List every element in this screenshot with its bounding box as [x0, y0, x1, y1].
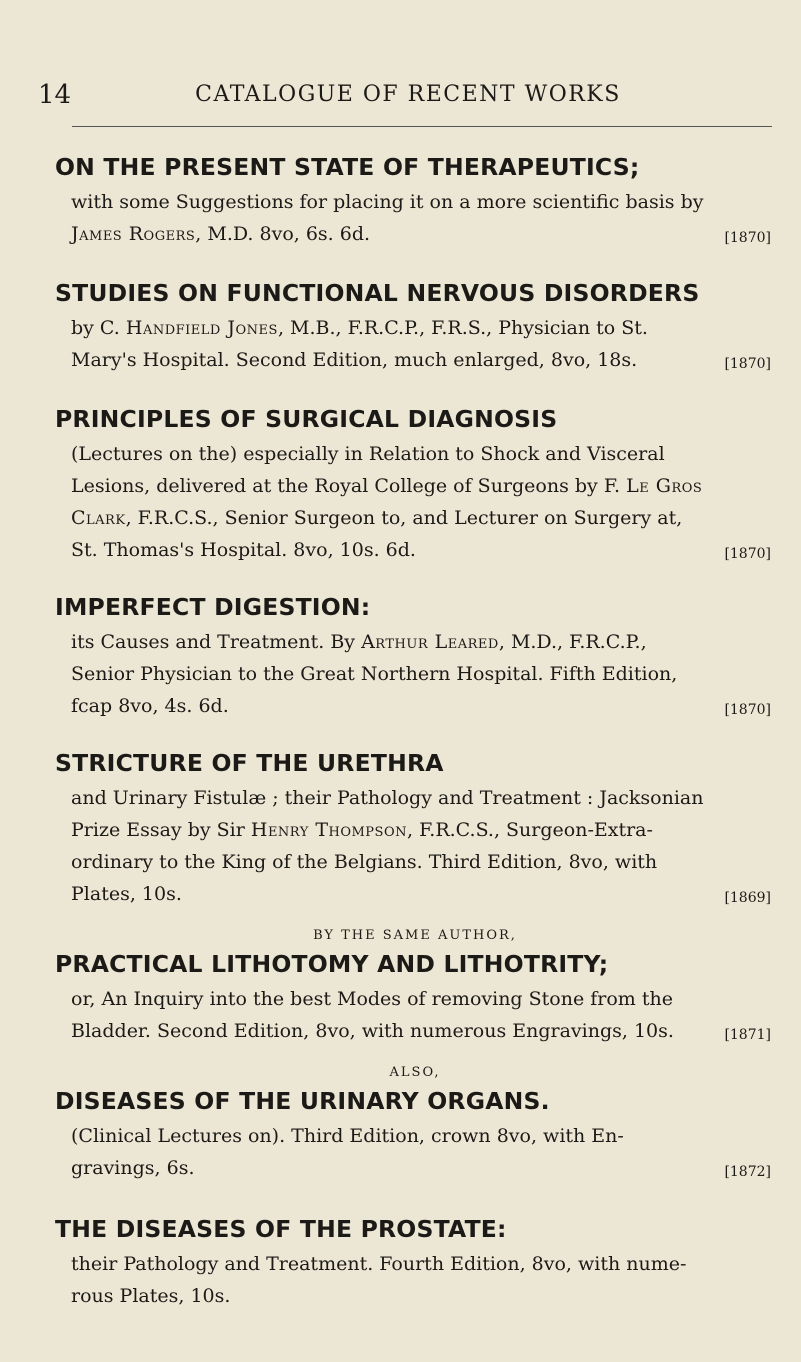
entry-title: THE DISEASES OF THE PROSTATE: — [55, 1215, 507, 1243]
entry-description — [55, 782, 775, 910]
catalogue-entry — [55, 588, 775, 722]
entry-text: Mary's Hospital. Second Edition, much enlarged, 8vo, 18s. — [71, 349, 638, 371]
entry-line — [71, 218, 775, 250]
entry-text: fcap 8vo, 4s. 6d. — [71, 695, 229, 717]
entry-text: Lesions, delivered at the Royal College of Surgeons by F. — [71, 475, 627, 497]
entry-line — [71, 312, 775, 344]
entry-title: PRINCIPLES OF SURGICAL DIAGNOSIS — [55, 405, 558, 433]
entry-text: gravings, 6s. — [71, 1157, 195, 1179]
author-name: Le Gros — [626, 475, 703, 497]
entry-title: DISEASES OF THE URINARY ORGANS. — [55, 1087, 550, 1115]
entry-text: or, An Inquiry into the best Modes of removing Stone from the — [71, 988, 673, 1010]
publication-year: [1871] — [724, 1027, 771, 1043]
publication-year: [1872] — [724, 1164, 771, 1180]
entry-title: STUDIES ON FUNCTIONAL NERVOUS DISORDERS — [55, 279, 700, 307]
entry-text: rous Plates, 10s. — [71, 1285, 231, 1307]
entry-text: Senior Physician to the Great Northern Hospital. Fifth Edition, — [71, 663, 678, 685]
entry-line — [71, 626, 775, 658]
entry-title: ON THE PRESENT STATE OF THERAPEUTICS; — [55, 153, 640, 181]
catalogue-entries — [55, 148, 775, 1312]
entry-title: STRICTURE OF THE URETHRA — [55, 749, 444, 777]
entry-line — [71, 186, 775, 218]
entry-text: , M.D., F.R.C.P., — [498, 631, 647, 653]
publication-year: [1870] — [724, 356, 771, 372]
entry-description — [55, 983, 775, 1047]
entry-description — [55, 1120, 775, 1184]
page-number: 14 — [38, 80, 72, 110]
catalogue-entry — [55, 1065, 775, 1184]
entry-description — [55, 438, 775, 566]
running-title: CATALOGUE OF RECENT WORKS — [195, 82, 621, 107]
entry-text: their Pathology and Treatment. Fourth Edition, 8vo, with nume- — [71, 1253, 687, 1275]
entry-text: with some Suggestions for placing it on a more scientific basis by — [71, 191, 704, 213]
author-name: Clark — [71, 507, 126, 529]
entry-line — [71, 1280, 775, 1312]
entry-text: , F.R.C.S., Surgeon-Extra- — [406, 819, 653, 841]
author-name: Arthur Leared — [361, 631, 499, 653]
entry-title: IMPERFECT DIGESTION: — [55, 593, 371, 621]
entry-description — [55, 1248, 775, 1312]
entry-line — [71, 878, 775, 910]
entry-title: PRACTICAL LITHOTOMY AND LITHOTRITY; — [55, 950, 609, 978]
entry-line — [71, 470, 775, 502]
author-name: Handfield Jones — [125, 317, 278, 339]
entry-text: , M.D. 8vo, 6s. 6d. — [195, 223, 371, 245]
entry-description — [55, 626, 775, 722]
publication-year: [1870] — [724, 546, 771, 562]
entry-text: and Urinary Fistulæ ; their Pathology and Treatment : Jacksonian — [71, 787, 704, 809]
entry-text: (Lectures on the) especially in Relation to Shock and Visceral — [71, 443, 665, 465]
catalogue-entry — [55, 928, 775, 1047]
author-name: Henry Thompson — [250, 819, 407, 841]
author-name: James Rogers — [71, 223, 196, 245]
entry-text: Bladder. Second Edition, 8vo, with numerous Engravings, 10s. — [71, 1020, 674, 1042]
catalogue-entry — [55, 1210, 775, 1312]
catalogue-entry — [55, 400, 775, 566]
entry-description — [55, 312, 775, 376]
publication-year: [1870] — [724, 230, 771, 246]
entry-line — [71, 814, 775, 846]
catalogue-entry — [55, 148, 775, 250]
entry-line — [71, 1015, 775, 1047]
entry-separator: ALSO, — [389, 1065, 441, 1080]
entry-line — [71, 1152, 775, 1184]
catalogue-entry — [55, 274, 775, 376]
entry-line — [71, 344, 775, 376]
entry-description — [55, 186, 775, 250]
page-header — [38, 76, 778, 116]
publication-year: [1869] — [724, 890, 771, 906]
entry-text: Prize Essay by Sir — [71, 819, 251, 841]
entry-text: , M.B., F.R.C.P., F.R.S., Physician to St. — [277, 317, 648, 339]
entry-line — [71, 1120, 775, 1152]
publication-year: [1870] — [724, 702, 771, 718]
entry-line — [71, 534, 775, 566]
entry-text: Plates, 10s. — [71, 883, 182, 905]
entry-text: (Clinical Lectures on). Third Edition, crown 8vo, with En- — [71, 1125, 624, 1147]
entry-line — [71, 658, 775, 690]
catalogue-entry — [55, 744, 775, 910]
entry-text: St. Thomas's Hospital. 8vo, 10s. 6d. — [71, 539, 416, 561]
entry-text: by C. — [71, 317, 126, 339]
entry-text: , F.R.C.S., Senior Surgeon to, and Lecturer on Surgery at, — [125, 507, 683, 529]
entry-text: its Causes and Treatment. By — [71, 631, 362, 653]
entry-line — [71, 846, 775, 878]
entry-line — [71, 690, 775, 722]
entry-line — [71, 502, 775, 534]
entry-line — [71, 983, 775, 1015]
header-rule — [72, 126, 772, 127]
entry-separator: BY THE SAME AUTHOR, — [313, 928, 517, 943]
entry-line — [71, 1248, 775, 1280]
entry-line — [71, 438, 775, 470]
entry-text: ordinary to the King of the Belgians. Third Edition, 8vo, with — [71, 851, 658, 873]
entry-line — [71, 782, 775, 814]
